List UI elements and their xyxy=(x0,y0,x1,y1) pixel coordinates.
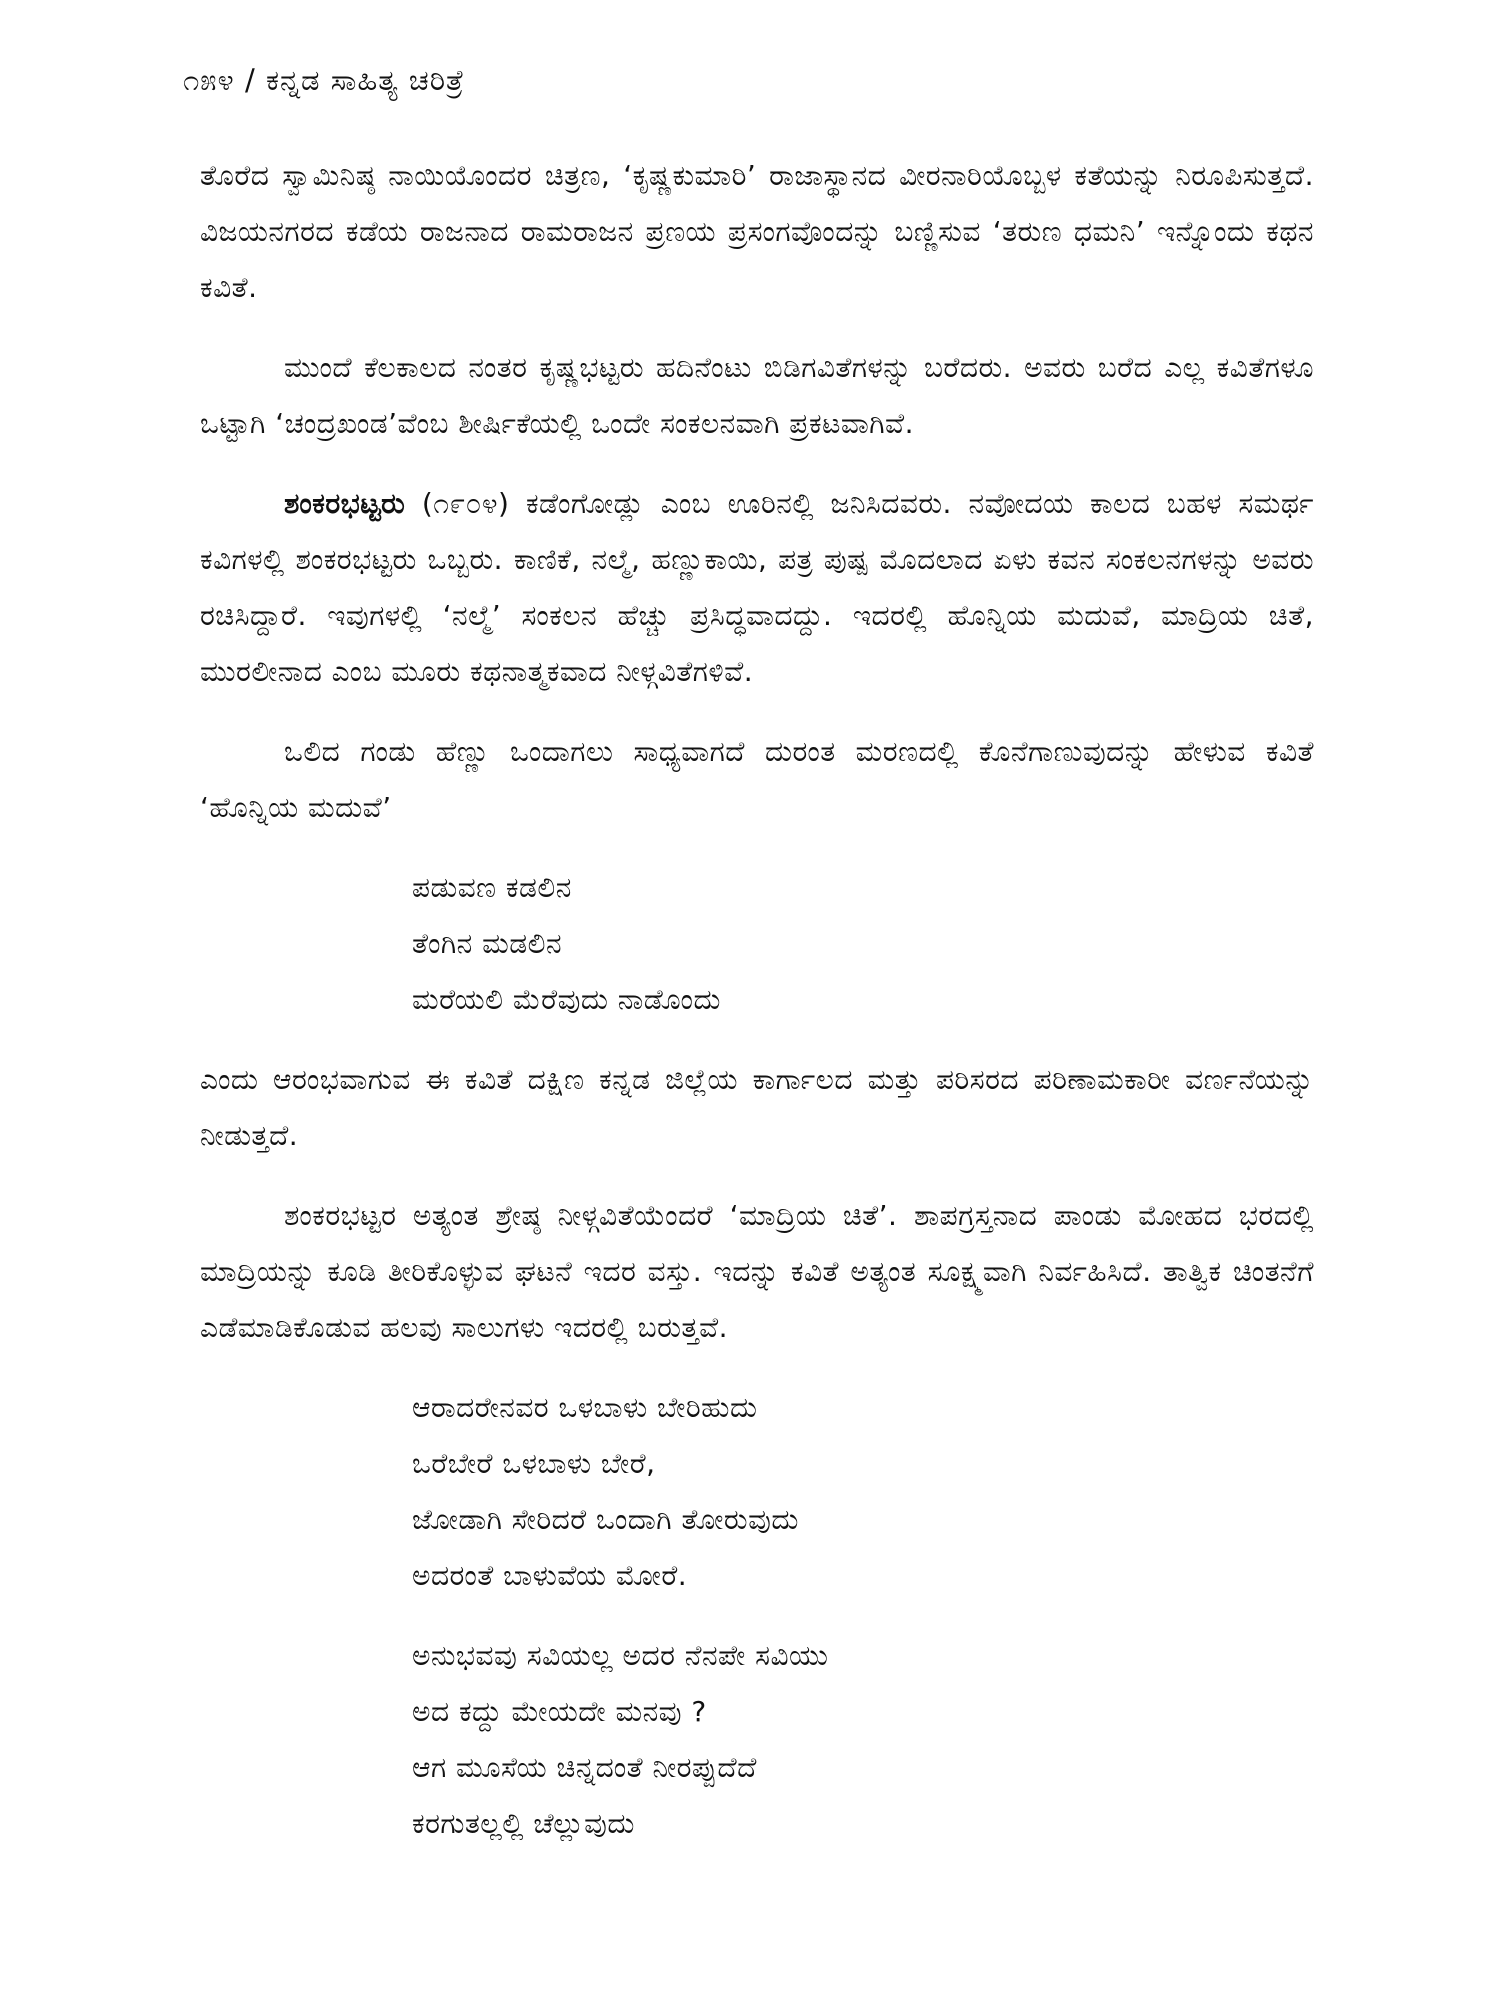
paragraph-6: ಶಂಕರಭಟ್ಟರ ಅತ್ಯಂತ ಶ್ರೇಷ್ಠ ನೀಳ್ಗವಿತೆಯೆಂದರೆ ‘ಮಾದ್ರಿಯ ಚಿತೆ’. ಶಾಪಗ್ರಸ್ತನಾದ ಪಾಂಡು ಮೋಹದ ಭರದಲ್ಲಿ ಮಾದ್ರಿಯನ್ನು ಕೂಡಿ ತೀರಿಕೊಳ್ಳುವ ಘಟನೆ ಇದರ ವಸ್ತು. ಇದನ್ನು ಕವಿತೆ ಅತ್ಯಂತ ಸೂಕ್ಷ್ಮವಾಗಿ ನಿರ್ವಹಿಸಿದೆ. ತಾತ್ವಿಕ ಚಿಂತನೆಗೆ ಎಡೆಮಾಡಿಕೊಡುವ ಹಲವು ಸಾಲುಗಳು ಇದರಲ್ಲಿ ಬರುತ್ತವೆ. xyxy=(200,1199,1314,1344)
verse-line: ಅದ ಕದ್ದು ಮೇಯದೇ ಮನವು ? xyxy=(412,1695,707,1728)
poet-name: ಶಂಕರಭಟ್ಟರು xyxy=(284,487,406,520)
verse-line: ಅದರಂತೆ ಬಾಳುವೆಯ ಮೋರೆ. xyxy=(412,1559,688,1592)
paragraph-3-text: (೧೯೦೪) ಕಡೆಂಗೋಡ್ಲು ಎಂಬ ಊರಿನಲ್ಲಿ ಜನಿಸಿದವರು. ನವೋದಯ ಕಾಲದ ಬಹಳ ಸಮರ್ಥ ಕವಿಗಳಲ್ಲಿ ಶಂಕರಭಟ್ಟರು ಒಬ್ಬರು. ಕಾಣಿಕೆ, ನಲ್ಮೆ, ಹಣ್ಣುಕಾಯಿ, ಪತ್ರ ಪುಷ್ಪ ಮೊದಲಾದ ಏಳು ಕವನ ಸಂಕಲನಗಳನ್ನು ಅವರು ರಚಿಸಿದ್ದಾರೆ. ಇವುಗಳಲ್ಲಿ ‘ನಲ್ಮೆ’ ಸಂಕಲನ ಹೆಚ್ಚು ಪ್ರಸಿದ್ಧವಾದದ್ದು. ಇದರಲ್ಲಿ ಹೊನ್ನಿಯ ಮದುವೆ, ಮಾದ್ರಿಯ ಚಿತೆ, ಮುರಲೀನಾದ ಎಂಬ ಮೂರು ಕಥನಾತ್ಮಕವಾದ ನೀಳ್ಗವಿತೆಗಳಿವೆ. xyxy=(200,487,1314,688)
verse-line: ಮರೆಯಲಿ ಮೆರೆವುದು ನಾಡೊಂದು xyxy=(412,983,721,1016)
page-body xyxy=(200,148,1314,1876)
running-header xyxy=(183,60,465,100)
verse-line: ಒರೆಬೇರೆ ಒಳಬಾಳು ಬೇರೆ, xyxy=(412,1447,656,1480)
paragraph-5: ಎಂದು ಆರಂಭವಾಗುವ ಈ ಕವಿತೆ ದಕ್ಷಿಣ ಕನ್ನಡ ಜಿಲ್ಲೆಯ ಕಾರ್ಗಾಲದ ಮತ್ತು ಪರಿಸರದ ಪರಿಣಾಮಕಾರೀ ವರ್ಣನೆಯನ್ನು ನೀಡುತ್ತದೆ. xyxy=(200,1063,1314,1152)
verse-line: ಆರಾದರೇನವರ ಒಳಬಾಳು ಬೇರಿಹುದು xyxy=(412,1391,758,1424)
paragraph-4: ಒಲಿದ ಗಂಡು ಹೆಣ್ಣು ಒಂದಾಗಲು ಸಾಧ್ಯವಾಗದೆ ದುರಂತ ಮರಣದಲ್ಲಿ ಕೊನೆಗಾಣುವುದನ್ನು ಹೇಳುವ ಕವಿತೆ ‘ಹೊನ್ನಿಯ ಮದುವೆ’ xyxy=(200,735,1314,824)
verse-line: ಅನುಭವವು ಸವಿಯಲ್ಲ ಅದರ ನೆನಪೇ ಸವಿಯು xyxy=(412,1639,829,1672)
stanza-2 xyxy=(412,1628,1314,1852)
verse-quote-2 xyxy=(412,1380,1314,1852)
verse-line: ಆಗ ಮೂಸೆಯ ಚಿನ್ನದಂತೆ ನೀರಪ್ಪುದೆದೆ xyxy=(412,1751,757,1784)
stanza-1 xyxy=(412,1380,1314,1604)
verse-line: ಕರಗುತಲ್ಲಲ್ಲಿ ಚೆಲ್ಲುವುದು xyxy=(412,1807,635,1840)
verse-line: ಜೋಡಾಗಿ ಸೇರಿದರೆ ಒಂದಾಗಿ ತೋರುವುದು xyxy=(412,1503,799,1536)
verse-quote-1 xyxy=(412,860,1314,1028)
paragraph-2: ಮುಂದೆ ಕೆಲಕಾಲದ ನಂತರ ಕೃಷ್ಣಭಟ್ಟರು ಹದಿನೆಂಟು ಬಿಡಿಗವಿತೆಗಳನ್ನು ಬರೆದರು. ಅವರು ಬರೆದ ಎಲ್ಲ ಕವಿತೆಗಳೂ ಒಟ್ಟಾಗಿ ‘ಚಂದ್ರಖಂಡ’ವೆಂಬ ಶೀರ್ಷಿಕೆಯಲ್ಲಿ ಒಂದೇ ಸಂಕಲನವಾಗಿ ಪ್ರಕಟವಾಗಿವೆ. xyxy=(200,351,1314,440)
paragraph-1: ತೊರೆದ ಸ್ವಾಮಿನಿಷ್ಠ ನಾಯಿಯೊಂದರ ಚಿತ್ರಣ, ‘ಕೃಷ್ಣಕುಮಾರಿ’ ರಾಜಾಸ್ಥಾನದ ವೀರನಾರಿಯೊಬ್ಬಳ ಕತೆಯನ್ನು ನಿರೂಪಿಸುತ್ತದೆ. ವಿಜಯನಗರದ ಕಡೆಯ ರಾಜನಾದ ರಾಮರಾಜನ ಪ್ರಣಯ ಪ್ರಸಂಗವೊಂದನ್ನು ಬಣ್ಣಿಸುವ ‘ತರುಣ ಧಮನಿ’ ಇನ್ನೊಂದು ಕಥನ ಕವಿತೆ. xyxy=(200,159,1314,304)
page-number: ೧೫೪ xyxy=(183,63,235,97)
header-separator: / xyxy=(244,63,256,97)
verse-line: ತೆಂಗಿನ ಮಡಲಿನ xyxy=(412,927,563,960)
book-title: ಕನ್ನಡ ಸಾಹಿತ್ಯ ಚರಿತ್ರೆ xyxy=(265,63,465,97)
paragraph-3 xyxy=(200,476,1314,700)
verse-line: ಪಡುವಣ ಕಡಲಿನ xyxy=(412,871,572,904)
